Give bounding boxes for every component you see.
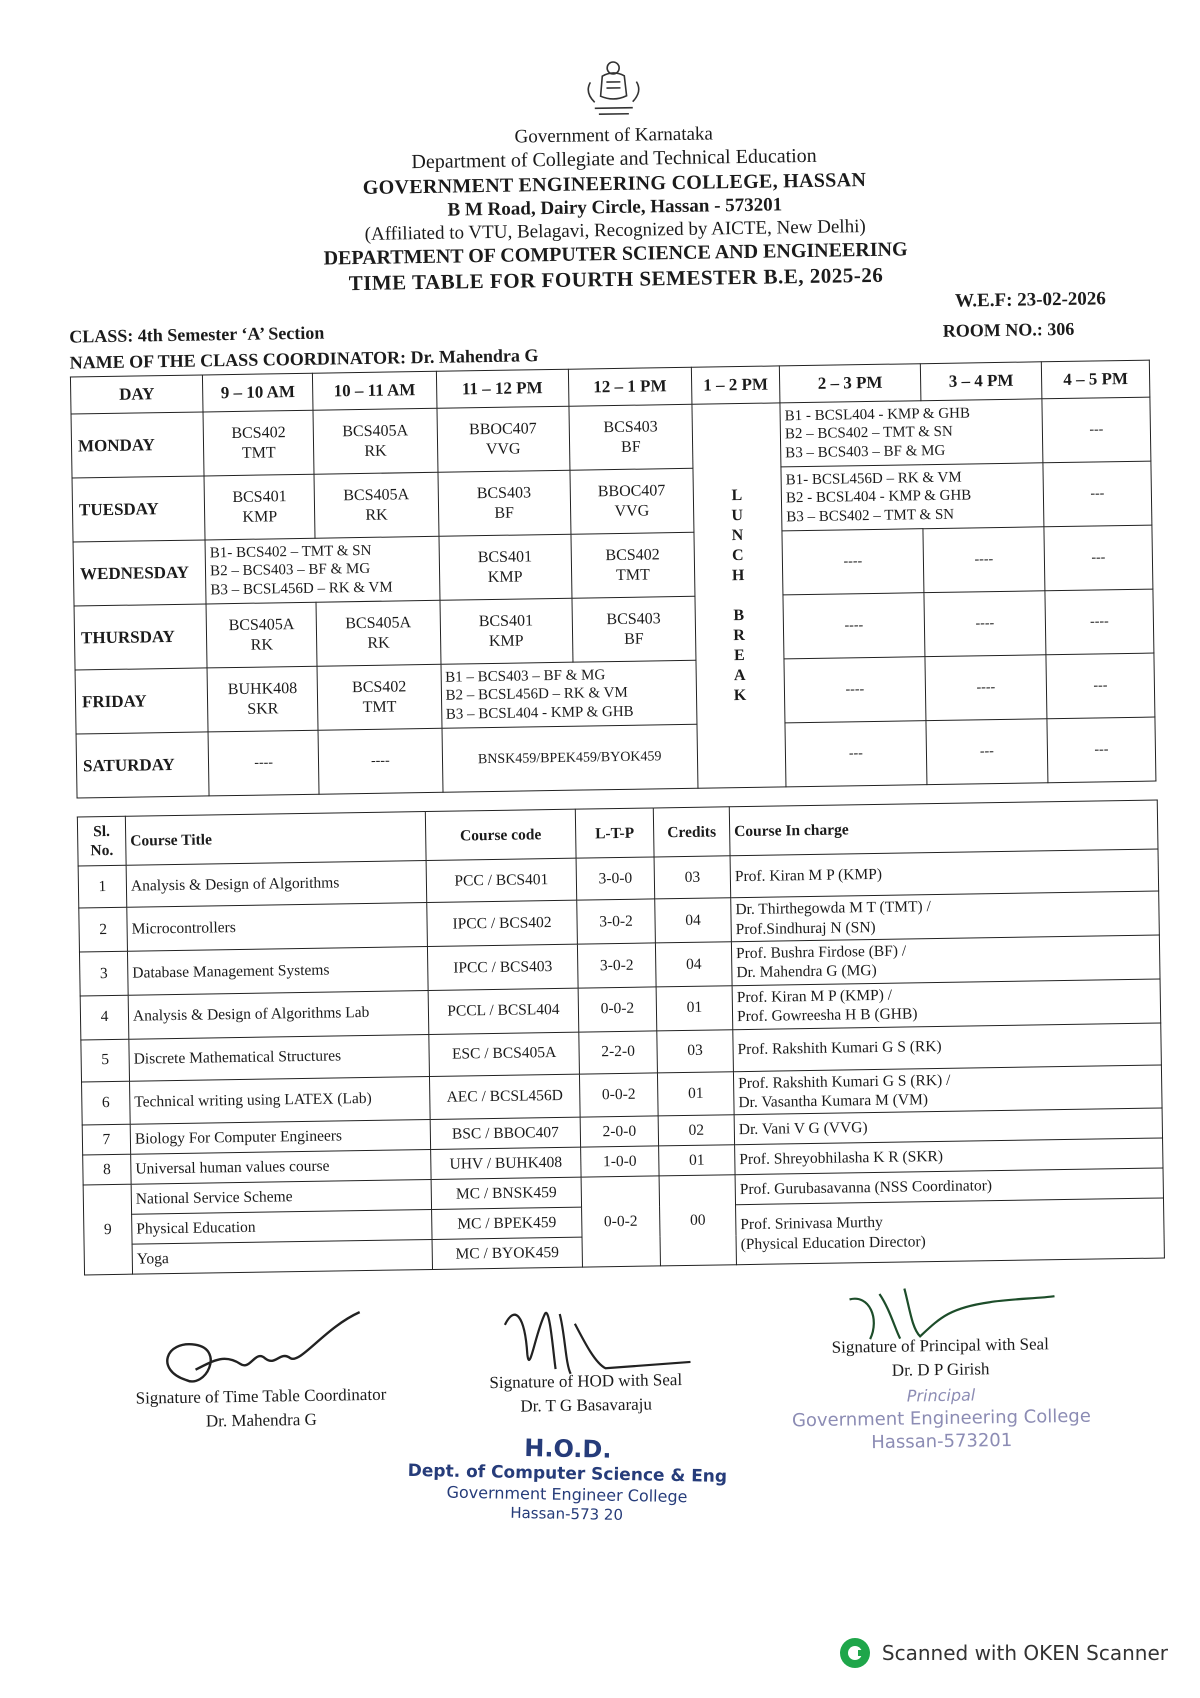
course-code: BSC / BBOC407 bbox=[430, 1117, 580, 1149]
weekly-timetable bbox=[70, 360, 1156, 799]
course-code: PCCL / BCSL404 bbox=[428, 988, 579, 1034]
course-credits: 03 bbox=[657, 1029, 734, 1072]
empty-slot: --- bbox=[1044, 525, 1153, 591]
header-slot-4: 12 – 1 PM bbox=[568, 368, 692, 407]
header-slot-2: 10 – 11 AM bbox=[313, 372, 437, 411]
slot-cell: BBOC407 VVG bbox=[570, 469, 694, 535]
course-credits: 01 bbox=[657, 1071, 734, 1116]
day-cell: TUESDAY bbox=[72, 476, 205, 542]
course-code: MC / BYOK459 bbox=[432, 1237, 582, 1269]
header-title: Course Title bbox=[125, 812, 426, 866]
course-code: MC / BPEK459 bbox=[432, 1207, 582, 1239]
course-incharge: Prof. Kiran M P (KMP) bbox=[730, 849, 1159, 898]
course-row: 4 Analysis & Design of Algorithms Lab PCCL / BCSL404 0-0-2 01 Prof. Kiran M P (KMP) / Prof. Gowreesha H B (GHB) bbox=[80, 979, 1161, 1040]
class-meta bbox=[69, 288, 1165, 373]
scanner-text: Scanned with OKEN Scanner bbox=[881, 1641, 1168, 1665]
course-ltp: 2-0-0 bbox=[580, 1116, 658, 1147]
slot-cell: BCS403 BF bbox=[569, 405, 693, 471]
course-row: 2 Microcontrollers IPCC / BCS402 3-0-2 04 Dr. Thirthegowda M T (TMT) / Prof.Sindhuraj N (SN) bbox=[79, 891, 1160, 952]
course-title: Yoga bbox=[132, 1240, 432, 1275]
header-credits: Credits bbox=[653, 807, 730, 857]
slot-cell: BUHK408 SKR bbox=[207, 667, 318, 733]
college-name: GOVERNMENT ENGINEERING COLLEGE, HASSAN bbox=[362, 168, 867, 199]
day-cell: MONDAY bbox=[71, 412, 204, 478]
header-code: Course code bbox=[425, 809, 576, 860]
course-title: National Service Scheme bbox=[131, 1180, 431, 1215]
day-cell: WEDNESDAY bbox=[73, 540, 206, 606]
empty-slot: ---- bbox=[925, 655, 1047, 721]
principal-signature bbox=[774, 1276, 1107, 1456]
course-incharge: Dr. Thirthegowda M T (TMT) / Prof.Sindhuraj N (SN) bbox=[731, 891, 1160, 941]
empty-slot: ---- bbox=[784, 657, 926, 723]
course-incharge: Prof. Kiran M P (KMP) / Prof. Gowreesha H B (GHB) bbox=[732, 979, 1161, 1029]
course-incharge: Prof. Srinivasa Murthy (Physical Education Director) bbox=[736, 1198, 1165, 1265]
course-ltp: 0-0-2 bbox=[581, 1176, 660, 1267]
coordinator-signature bbox=[105, 1307, 417, 1435]
header-incharge: Course In charge bbox=[729, 800, 1158, 856]
empty-slot: --- bbox=[1042, 397, 1151, 463]
course-ltp: 3-0-0 bbox=[576, 857, 655, 900]
course-ltp: 1-0-0 bbox=[581, 1146, 659, 1177]
course-credits: 04 bbox=[655, 898, 732, 943]
principal-seal: Principal Government Engineering College Hassan-573201 bbox=[791, 1385, 1091, 1454]
course-row: 9 National Service Scheme MC / BNSK459 0-0-2 00 Prof. Gurubasavanna (NSS Coordinator) bbox=[83, 1168, 1163, 1215]
course-ltp: 3-0-2 bbox=[577, 943, 656, 988]
slot-cell: BCS405A RK bbox=[206, 603, 317, 669]
timetable-document bbox=[65, 49, 1184, 1591]
header-slot-7: 3 – 4 PM bbox=[920, 362, 1042, 401]
course-title: Technical writing using LATEX (Lab) bbox=[130, 1076, 431, 1124]
course-code: PCC / BCS401 bbox=[426, 858, 577, 902]
slot-cell: BCS401 KMP bbox=[204, 475, 315, 541]
header-day: DAY bbox=[70, 375, 203, 414]
course-row: 8 Universal human values course UHV / BUHK408 1-0-0 01 Prof. Shreyobhilasha K R (SKR) bbox=[83, 1138, 1163, 1185]
hod-signature bbox=[454, 1292, 716, 1420]
hod-stamp: H.O.D. Dept. of Computer Science & Eng Government Engineer College Hassan-573 20 bbox=[407, 1434, 728, 1525]
slot-cell: BCS401 KMP bbox=[439, 535, 572, 601]
empty-slot: ---- bbox=[208, 731, 319, 797]
course-incharge: Prof. Shreyobhilasha K R (SKR) bbox=[735, 1138, 1163, 1175]
slot-cell: BCS405A RK bbox=[314, 473, 438, 539]
course-row: 3 Database Management Systems IPCC / BCS403 3-0-2 04 Prof. Bushra Firdose (BF) / Dr. Mahendra G (MG) bbox=[79, 935, 1160, 996]
course-title: Microcontrollers bbox=[127, 903, 428, 951]
empty-slot: ---- bbox=[923, 527, 1045, 593]
hod-name: Dr. T G Basavaraju bbox=[520, 1394, 653, 1416]
wef-date: W.E.F: 23-02-2026 bbox=[954, 288, 1107, 312]
principal-label: Signature of Principal with Seal bbox=[831, 1334, 1049, 1358]
coordinator-name: Dr. Mahendra G bbox=[205, 1409, 317, 1431]
signature-block bbox=[84, 1275, 1184, 1592]
course-code: MC / BNSK459 bbox=[431, 1177, 581, 1209]
course-code: ESC / BCS405A bbox=[429, 1032, 580, 1076]
slot-cell: BCS402 TMT bbox=[317, 665, 441, 731]
course-credits: 02 bbox=[658, 1115, 734, 1146]
empty-slot: ---- bbox=[924, 591, 1046, 657]
slot-cell: BCS405A RK bbox=[313, 409, 437, 475]
scanner-watermark bbox=[838, 1636, 1168, 1670]
course-title: Biology For Computer Engineers bbox=[130, 1120, 430, 1155]
header-slot-6: 2 – 3 PM bbox=[779, 364, 920, 403]
lab-batch-cell: B1 – BCS403 – BF & MG B2 – BCSL456D – RK & VM B3 – BCSL404 - KMP & GHB bbox=[441, 661, 697, 729]
empty-slot: --- bbox=[785, 721, 927, 787]
course-credits: 01 bbox=[659, 1145, 735, 1176]
header-sl: Sl. No. bbox=[77, 817, 126, 867]
coordinator-label: NAME OF THE CLASS COORDINATOR: Dr. Mahendra G bbox=[69, 345, 539, 373]
empty-slot: ---- bbox=[783, 593, 925, 659]
empty-slot: --- bbox=[1047, 717, 1156, 783]
header-slot-8: 4 – 5 PM bbox=[1041, 360, 1150, 399]
course-title: Database Management Systems bbox=[127, 947, 428, 995]
course-ltp: 0-0-2 bbox=[578, 987, 657, 1032]
course-row: 7 Biology For Computer Engineers BSC / BBOC407 2-0-0 02 Dr. Vani V G (VVG) bbox=[82, 1108, 1162, 1155]
slot-cell: BCS405A RK bbox=[316, 601, 440, 667]
empty-slot: --- bbox=[926, 719, 1048, 785]
course-credits: 00 bbox=[659, 1175, 736, 1266]
course-row: 6 Technical writing using LATEX (Lab) AEC / BCSL456D 0-0-2 01 Prof. Rakshith Kumari G S (RK) / Dr. Vasantha Kumara M (VM) bbox=[82, 1065, 1163, 1126]
empty-slot: ---- bbox=[318, 729, 442, 795]
course-credits: 01 bbox=[656, 986, 733, 1031]
course-credits: 03 bbox=[654, 856, 731, 899]
course-title: Analysis & Design of Algorithms Lab bbox=[128, 990, 429, 1038]
lunch-break-cell: L U N C H B R E A K bbox=[692, 403, 786, 788]
lab-batch-cell: B1- BCSL456D – RK & VM B2 - BCSL404 - KMP & GHB B3 – BCS402 – TMT & SN bbox=[781, 463, 1044, 531]
course-incharge: Dr. Vani V G (VVG) bbox=[734, 1108, 1162, 1145]
course-ltp: 2-2-0 bbox=[579, 1030, 658, 1073]
course-row: 5 Discrete Mathematical Structures ESC / BCS405A 2-2-0 03 Prof. Rakshith Kumari G S (RK) bbox=[81, 1023, 1162, 1082]
course-code: IPCC / BCS403 bbox=[427, 944, 578, 990]
header-slot-5: 1 – 2 PM bbox=[691, 366, 780, 404]
course-title: Universal human values course bbox=[131, 1150, 431, 1185]
course-code: UHV / BUHK408 bbox=[431, 1147, 581, 1179]
course-title: Analysis & Design of Algorithms bbox=[126, 861, 427, 908]
course-incharge: Prof. Rakshith Kumari G S (RK) bbox=[733, 1023, 1162, 1072]
affiliation: (Affiliated to VTU, Belagavi, Recognized by AICTE, New Delhi) bbox=[364, 216, 866, 246]
college-address: B M Road, Dairy Circle, Hassan - 573201 bbox=[447, 194, 783, 221]
course-ltp: 3-0-2 bbox=[577, 899, 656, 944]
slot-cell: BNSK459/BPEK459/BYOK459 bbox=[442, 725, 698, 793]
document-header bbox=[66, 115, 1164, 300]
header-slot-1: 9 – 10 AM bbox=[203, 374, 314, 413]
govt-name: Government of Karnataka bbox=[514, 123, 714, 148]
course-credits: 04 bbox=[655, 942, 732, 987]
empty-slot: ---- bbox=[1045, 589, 1154, 655]
dept-cse: DEPARTMENT OF COMPUTER SCIENCE AND ENGINEERING bbox=[323, 238, 908, 270]
course-code: IPCC / BCS402 bbox=[427, 900, 578, 946]
empty-slot: --- bbox=[1046, 653, 1155, 719]
course-code: AEC / BCSL456D bbox=[429, 1074, 580, 1120]
day-cell: THURSDAY bbox=[74, 604, 207, 670]
empty-slot: ---- bbox=[782, 529, 924, 595]
timetable-title: TIME TABLE FOR FOURTH SEMESTER B.E, 2025-26 bbox=[348, 262, 884, 295]
lab-batch-cell: B1 - BCSL404 - KMP & GHB B2 – BCS402 – TMT & SN B3 – BCS403 – BF & MG bbox=[780, 399, 1043, 467]
header-slot-3: 11 – 12 PM bbox=[436, 370, 569, 409]
slot-cell: BBOC407 VVG bbox=[437, 407, 570, 473]
day-cell: FRIDAY bbox=[75, 668, 208, 734]
karnataka-emblem-icon bbox=[578, 57, 649, 120]
room-number: ROOM NO.: 306 bbox=[942, 319, 1075, 342]
hod-label: Signature of HOD with Seal bbox=[489, 1370, 683, 1393]
course-title: Discrete Mathematical Structures bbox=[129, 1034, 430, 1081]
course-title: Physical Education bbox=[132, 1210, 432, 1245]
day-cell: SATURDAY bbox=[76, 732, 209, 798]
slot-cell: BCS403 BF bbox=[438, 471, 571, 537]
course-ltp: 0-0-2 bbox=[579, 1072, 658, 1117]
header-ltp: L-T-P bbox=[575, 808, 654, 858]
course-incharge: Prof. Gurubasavanna (NSS Coordinator) bbox=[735, 1168, 1163, 1205]
slot-cell: BCS401 KMP bbox=[440, 599, 573, 665]
course-incharge: Prof. Bushra Firdose (BF) / Dr. Mahendra G (MG) bbox=[731, 935, 1160, 985]
course-row: 1 Analysis & Design of Algorithms PCC / BCS401 3-0-0 03 Prof. Kiran M P (KMP) bbox=[78, 849, 1159, 908]
slot-cell: BCS402 TMT bbox=[571, 533, 695, 599]
slot-cell: BCS402 TMT bbox=[203, 411, 314, 477]
principal-name: Dr. D P Girish bbox=[891, 1359, 990, 1380]
course-table bbox=[77, 800, 1165, 1276]
lab-batch-cell: B1- BCS402 – TMT & SN B2 – BCS403 – BF & MG B3 – BCSL456D – RK & VM bbox=[205, 537, 439, 605]
coordinator-label: Signature of Time Table Coordinator bbox=[135, 1385, 387, 1408]
oken-scanner-logo-icon bbox=[838, 1636, 872, 1670]
slot-cell: BCS403 BF bbox=[572, 597, 696, 663]
empty-slot: --- bbox=[1043, 461, 1152, 527]
class-label: CLASS: 4th Semester ‘A’ Section bbox=[69, 322, 325, 347]
course-incharge: Prof. Rakshith Kumari G S (RK) / Dr. Vasantha Kumara M (VM) bbox=[733, 1065, 1162, 1115]
department-name: Department of Collegiate and Technical Education bbox=[411, 144, 817, 174]
